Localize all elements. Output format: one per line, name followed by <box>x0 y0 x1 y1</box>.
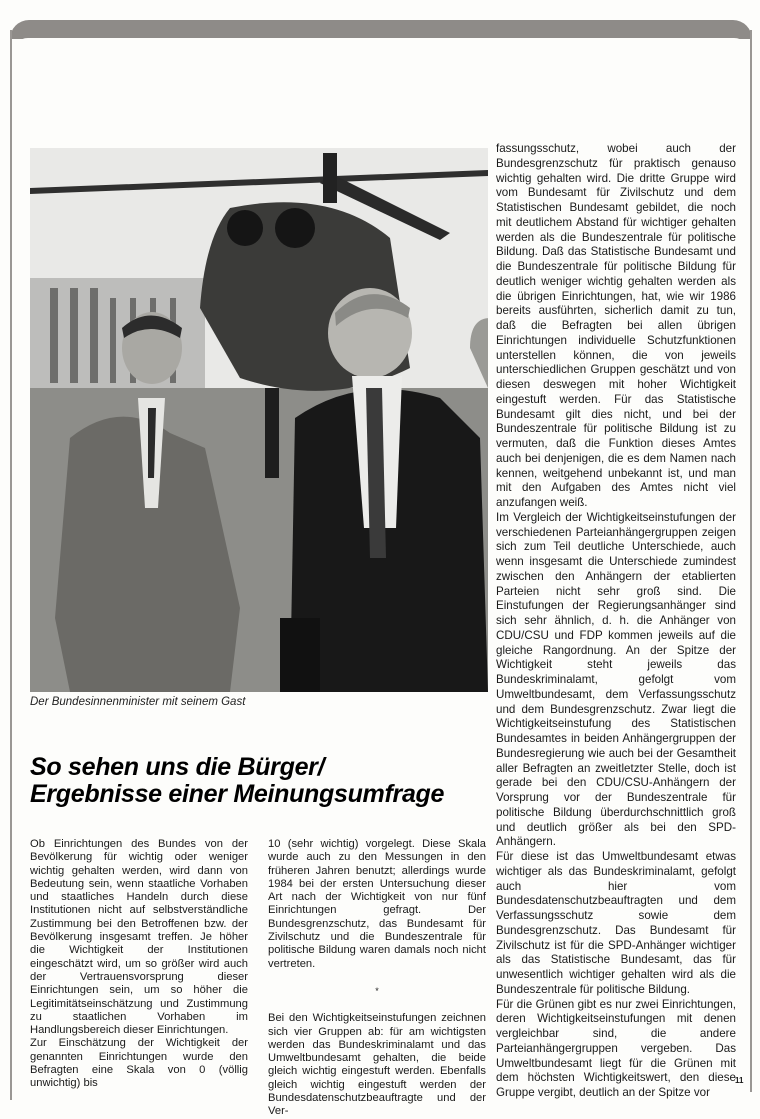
page-frame-top-bar <box>10 20 752 39</box>
page-frame-right-rule <box>750 30 752 1092</box>
briefcase <box>280 618 320 692</box>
paragraph: Bei den Wichtigkeitseinstufungen zeichnen sich vier Gruppen ab: für am wichtigsten werden das Bundeskriminalamt und das Umweltbundesamt gehalten, die beide gleich wichtig eingestuft werden. Ebenfalls gleich wichtig eingestuft werden der Bundesdatenschutzbeauftragte und der Ver- <box>268 1012 486 1118</box>
paragraph: fassungsschutz, wobei auch der Bundesgrenzschutz für praktisch genauso wichtig gehalten wird. Die dritte Gruppe wird vom Bundesamt für Zivilschutz und dem Statistischen Bundesamt gebildet, die noch mit deutlichem Abstand für wichtiger gehalten werden als die Bundeszentrale für politische Bildung. Daß das Statistische Bundesamt und die Bundeszentrale für politische Bildung für deutlich weniger wichtig gehalten werden als die übrigen Einrichtungen, hat, wie wir 1986 bereits ausführten, sicherlich damit zu tun, daß die Befragten bei allen übrigen Einrichtungen individuelle Schutzfunktionen unterstellen können, die von jeweils unterschiedlichen Gruppen geschätzt und von diesen deswegen mit hoher Wichtigkeit eingestuft werden. Für das Statistische Bundesamt gilt dies nicht, und bei der Bundeszentrale für politische Bildung ist zu vermuten, daß die Funktion dieses Amtes auch bei denjenigen, die es dem Namen nach kennen, weitgehend unbekannt ist, und man mit den Aufgaben des Amtes nicht viel anzufangen weiß. <box>496 142 736 509</box>
helicopter-engine <box>275 208 315 248</box>
headline-line-2: Ergebnisse einer Meinungsumfrage <box>30 780 445 808</box>
paragraph: Zur Einschätzung der Wichtigkeit der genannten Einrichtungen wurde den Befragten eine Skala von 0 (völlig unwichtig) bis <box>30 1037 248 1090</box>
paragraph: Ob Einrichtungen des Bundes von der Bevölkerung für wichtig oder weniger wichtig gehalten werden, wird dann von Bedeutung sein, wenn staatliche Vorhaben und staatliches Handeln durch diese Institutionen nicht auf selbstverständliche Zustimmung bei den Betroffenen bzw. der Bevölkerung insgesamt treffen. Je höher die Wichtigkeit der Institutionen eingeschätzt wird, um so größer wird auch der Vertrauensvorsprung dieser Einrichtungen sein, um so höher die Legitimitätseinschätzung und Zustimmung zu staatlichen Vorhaben im Handlungsbereich dieser Einrichtungen. <box>30 838 248 1037</box>
rotor-mast <box>323 153 337 203</box>
section-separator: * <box>375 985 379 996</box>
paragraph: 10 (sehr wichtig) vorgelegt. Diese Skala wurde auch zu den Messungen in den früheren Jahren benutzt; allerdings wurde 1984 bei der ersten Untersuchung dieser Art nach der Wichtigkeit von nur fünf Einrichtungen gefragt. Der Bundesgrenzschutz, das Bundesamt für Zivilschutz und die Bundeszentrale für politische Bildung waren damals noch nicht vertreten. <box>268 838 486 970</box>
text-column-1 <box>30 838 248 1091</box>
article-headline <box>30 754 444 808</box>
paragraph: Für die Grünen gibt es nur zwei Einrichtungen, deren Wichtigkeitseinstufungen mit denen vergleichbar sind, die andere Parteianhängergruppen vergeben. Das Umweltbundesamt liegt für die Grünen mit dem höchsten Wichtigkeitswert, den diese Gruppe vergibt, deutlich an der Spitze vor <box>496 997 736 1099</box>
text-column-3 <box>496 142 736 1101</box>
paragraph: Für diese ist das Umweltbundesamt etwas wichtiger als das Bundeskriminalamt, gefolgt auch hier vom Bundesdatenschutzbeauftragten und dem Verfassungsschutz sowie dem Bundesgrenzschutz. Das Bundesamt für Zivilschutz ist für die SPD-Anhänger wichtiger als das Statistische Bundesamt, das für unwesentlich wichtiger gehalten wird als die Bundeszentrale für politische Bildung. <box>496 850 736 996</box>
photo-minister-with-guest <box>30 148 488 692</box>
helicopter-landing-gear <box>265 388 279 478</box>
headline-line-1: So sehen uns die Bürger/ <box>30 753 325 781</box>
paragraph: Im Vergleich der Wichtigkeitseinstufungen der verschiedenen Parteianhängergruppen zeigen sich zum Teil deutliche Unterschiede, auch wenn insgesamt die Unterschiede zumindest zwischen den Anhängern der etablierten Parteien nicht sehr groß sind. Die Einstufungen der Regierungsanhänger sind sich sehr ähnlich, d. h. die Anhänger von CDU/CSU und FDP kommen jeweils auf die gleiche Rangordnung. An der Spitze der Wichtigkeit steht jeweils das Bundeskriminalamt, gefolgt vom Umweltbundesamt, dem Verfassungsschutz und dem Bundesgrenzschutz. Zwar liegt die Wichtigkeitseinstufung des Statistischen Bundesamtes in beiden Anhängergruppen der Bundesregierung wie auch bei der Gesamtheit aller Befragten an zweitletzter Stelle, doch ist gerade bei den CDU/CSU-Anhängern der Vorsprung vor der Bundeszentrale für politische Bildung überdurchschnittlich groß und deutlich größer als bei den SPD-Anhängern. <box>496 510 736 849</box>
helicopter-engine <box>227 210 263 246</box>
photo-caption: Der Bundesinnenminister mit seinem Gast <box>30 696 246 708</box>
text-column-2 <box>268 838 486 1119</box>
page-number: 11 <box>735 1076 744 1085</box>
